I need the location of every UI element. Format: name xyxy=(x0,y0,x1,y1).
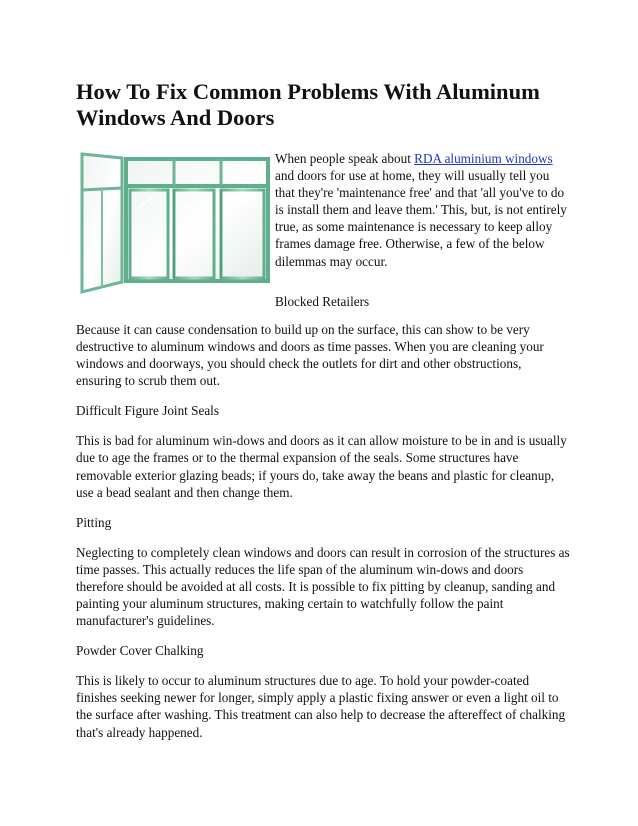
aluminium-windows-illustration xyxy=(76,148,270,294)
section-heading-powder-cover-chalking: Powder Cover Chalking xyxy=(76,643,204,659)
intro-text-after-link: and doors for use at home, they will usually tell you that they're 'maintenance free' and that 'all you've to do is install them and leave them.' This, but, is not entirely true, as some maintenance is necessary to keep alloy frames damage free. Otherwise, a few of the below dilemmas may occur. xyxy=(275,168,567,269)
section-body-blocked-retailers: Because it can cause condensation to build up on the surface, this can show to be very destructive to aluminum windows and doors as time passes. When you are cleaning your windows and doorways, you should check the outlets for dirt and other obstructions, ensuring to scrub them out. xyxy=(76,322,544,389)
intro-text-before-link: When people speak about xyxy=(275,151,415,166)
intro-paragraph xyxy=(275,150,570,270)
article-body xyxy=(76,321,570,754)
section-heading-pitting: Pitting xyxy=(76,514,112,530)
section-body-frame-joint-seals: This is bad for aluminum win-dows and doors as it can allow moisture to be in and is usually due to age the frames or to the thermal expansion of the seals. Some structures have removable exterior glazing beads; if yours do, take away the beans and plastic for cleanup, use a bead sealant and then change them. xyxy=(76,433,567,500)
section-heading-blocked-retailers: Blocked Retailers xyxy=(275,294,370,309)
section-heading-frame-joint-seals: Difficult Figure Joint Seals xyxy=(76,403,219,419)
section-body-pitting: Neglecting to completely clean windows and doors can result in corrosion of the structures as time passes. This actually reduces the life span of the aluminum win-dows and doors therefore should be avoided at all costs. It is possible to fix pitting by cleanup, sanding and painting your aluminum structures, making certain to watchfully follow the paint manufacturer's guidelines. xyxy=(76,544,570,629)
article-title: How To Fix Common Problems With Aluminum Windows And Doors xyxy=(76,79,540,130)
rda-aluminium-windows-link[interactable]: RDA aluminium windows xyxy=(414,151,553,166)
section-body-powder-cover-chalking: This is likely to occur to aluminum structures due to age. To hold your powder-coated finishes seeking newer for longer, simply apply a plastic fixing answer or even a light oil to the surface after washing. This treatment can also help to decrease the aftereffect of chalking that's already happened. xyxy=(76,673,566,740)
